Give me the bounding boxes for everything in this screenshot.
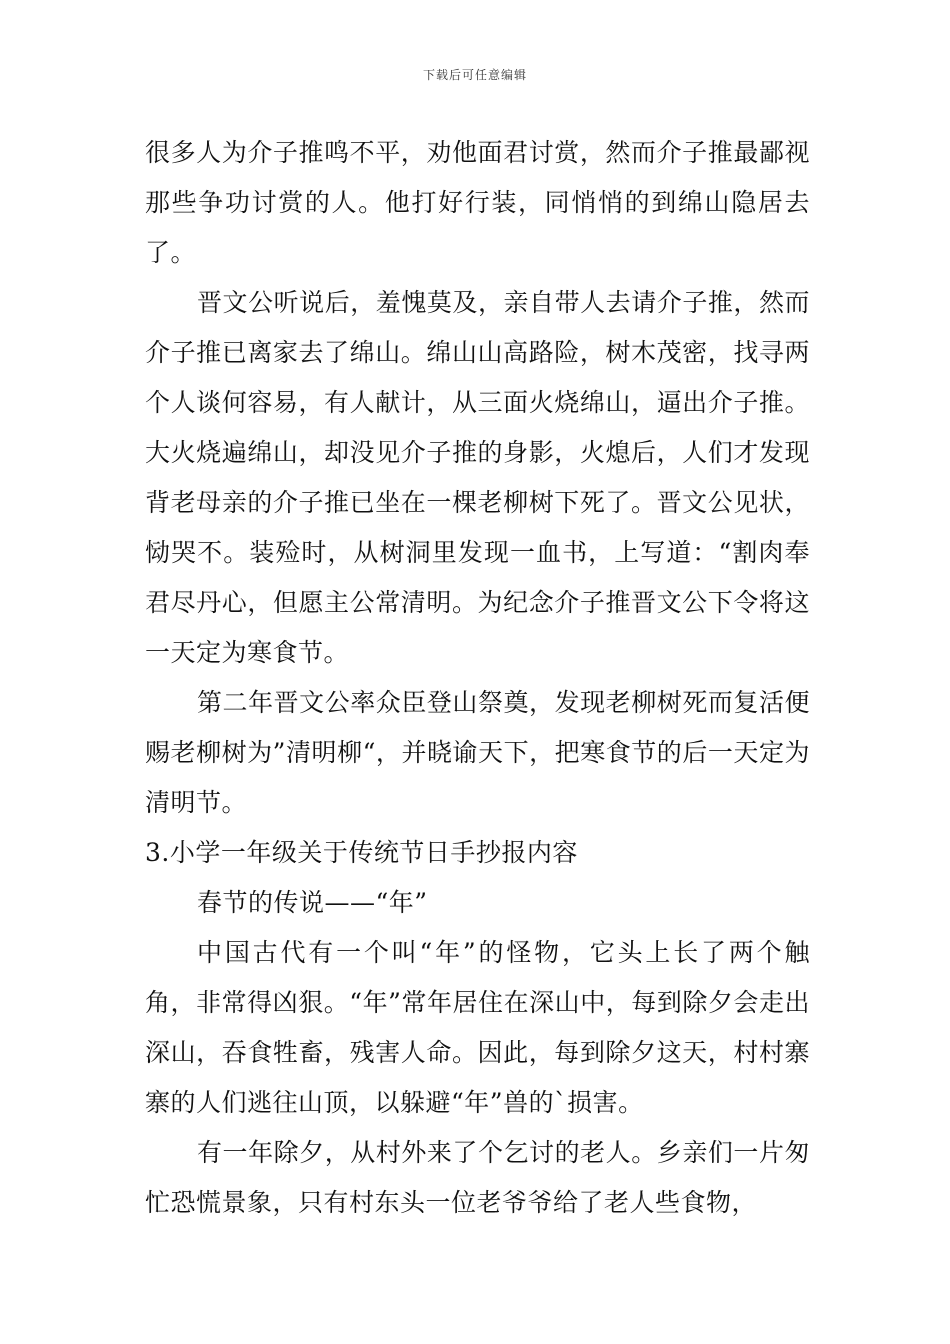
page-header: 下载后可任意编辑 <box>422 68 527 82</box>
paragraph-2: 晋文公听说后，羞愧莫及，亲自带人去请介子推，然而介子推已离家去了绵山。绵山山高路险，树木茂密，找寻两个人谈何容易，有人献计，从三面火烧绵山，逼出介子推。大火烧遍绵山，却没见介子推的身影，火熄后，人们才发现背老母亲的介子推已坐在一棵老柳树下死了。晋文公见状，恸哭不。装殓时，从树洞里发现一血书，上写道：“割肉奉君尽丹心，但愿主公常清明。为纪念介子推晋文公下令将这一天定为寒食节。 <box>145 288 810 667</box>
section-paragraph-1: 中国古代有一个叫“年”的怪物，它头上长了两个触角，非常得凶狠。“年”常年居住在深山中，每到除夕会走出深山，吞食牲畜，残害人命。因此，每到除夕这天，村村寨寨的人们逃往山顶，以躲避“年”兽的`损害。 <box>145 938 810 1117</box>
section-paragraph-2: 有一年除夕，从村外来了个乞讨的老人。乡亲们一片匆忙恐慌景象，只有村东头一位老爷爷给了老人些食物， <box>145 1138 810 1217</box>
paragraph-3: 第二年晋文公率众臣登山祭奠，发现老柳树死而复活便赐老柳树为”清明柳“，并晓谕天下，把寒食节的后一天定为清明节。 <box>145 688 810 817</box>
section-heading: 3.小学一年级关于传统节日手抄报内容 <box>145 838 578 867</box>
document-body <box>145 128 810 1228</box>
paragraph-1: 很多人为介子推鸣不平，劝他面君讨赏，然而介子推最鄙视那些争功讨赏的人。他打好行装，同悄悄的到绵山隐居去了。 <box>145 138 810 267</box>
section-subheading: 春节的传说——“年” <box>197 888 428 917</box>
